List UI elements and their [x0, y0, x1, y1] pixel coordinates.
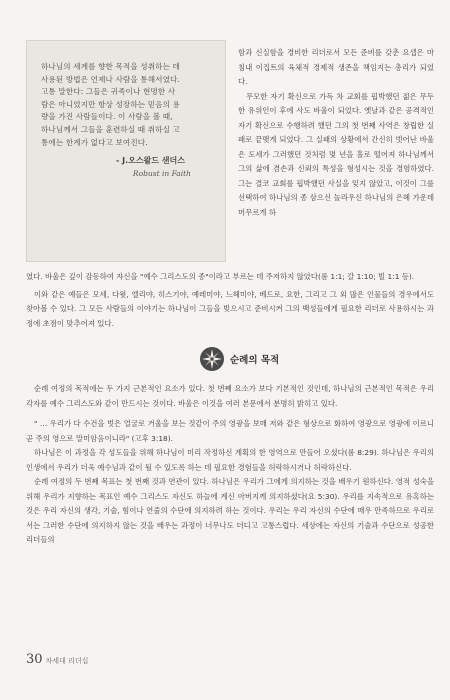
body-text-upper: [26, 270, 434, 331]
section-title: 순례의 목적: [230, 355, 280, 366]
running-title: 차세대 리더십: [45, 657, 89, 665]
quote-author: - J.오스왈드 샌더스: [115, 156, 185, 166]
quote-source: Robust in Faith: [132, 169, 191, 179]
quote-line: 량을 가진 사람들이다. 이 사람을 볼 때,: [41, 112, 173, 122]
quote-line: 하나님의 세계를 향한 목적을 성취하는 데: [41, 62, 180, 71]
page-footer: [26, 652, 88, 667]
paragraph: 하나님은 이 과정을 각 성도들을 위해 하나님이 미리 작정하신 계획의 한 영역으로 만들어 오셨다(롬 8:29). 하나님은 우리의 인생에서 우리가 더욱 예수님과 같이 될 수 있도록 하는 데 필요한 경험들을 허락하시거나 허락하신다.: [26, 448, 434, 472]
paragraph: 무모한 자기 확신으로 가득 차 교회를 핍박했던 젊은 무두한 유위인이 후에 사도 바울이 되었다. 옛날과 같은 공격적인 자기 확신으로 수행하려 했던 그의 첫 번째 사역은 창립한 실패로 끝맺게 되었다. 그 실패의 상황에서 간신히 벗어난 바울은 도세가 그러했던 것처럼 몇 년을 홀로 떨어져 하나님께서 그의 삶에 겸손과 신뢰의 특성을 형성시는 것을 경험하였다. 그는 결코 교회를 핍박했던 사실을 잊지 않았고, 이것이 그를 선택하여 하나님의 종 삼으신 놀라우신 하나님의 은혜 가운데 머무르게 하: [238, 91, 434, 217]
paragraph: 순례 여정의 목적에는 두 가지 근본적인 요소가 있다. 첫 번째 요소가 보다 기본적인 것인데, 하나님의 근본적인 목적은 우리 각자를 예수 그리스도와 같이 만드시는 것이다. 바울은 이것을 여러 본문에서 분명히 밝히고 있다.: [26, 384, 434, 408]
quote-line: 하나님께서 그들을 훈련하실 때 취하실 고: [41, 124, 180, 134]
quote-line: 고통 말한다: 그들은 귀족이나 현명한 사: [41, 87, 176, 97]
paragraph: 였다. 바울은 깊이 감동하여 자신을 "예수 그리스도의 종"이라고 부르는 데 주저하지 않았다(롬 1:1; 갈 1:10; 빌 1:1 등).: [26, 272, 415, 281]
quote-line: 람은 아니었지만 항상 성장하는 믿음의 용: [41, 99, 180, 109]
paragraph: 이와 같은 예들은 모세, 다윗, 엘리야, 히스기야, 예레미야, 느헤미야, 베드로, 요한, 그리고 그 외 많은 인물들의 경우에서도 찾아볼 수 있다. 그 모든 사람들의 이야기는 하나님이 그들을 빚으시고 준비시켜 그의 백성들에게 필요한 리더로 사용하시는 과정에 초점이 맞추어져 있다.: [26, 289, 434, 328]
paragraph: 함과 신실함을 경비한 리더로서 모든 준비를 갖춘 요셉은 마침내 이집트의 육체적 경제적 생존을 책임지는 총리가 되었다.: [238, 48, 434, 86]
body-text-lower: [26, 382, 434, 548]
quote-box: [26, 40, 226, 262]
section-heading: [200, 346, 279, 372]
paragraph: 순례 여정의 두 번째 목표는 첫 번째 것과 연관이 있다. 하나님은 우리가 그에게 의지하는 것을 배우기 원하신다. 영적 성숙을 위해 우리가 지향하는 목표인 예수 그리스도 자신도 하늘에 계신 아버지께 의지하셨다(요 5:30). 우리를 지속적으로 유혹하는 것은 우리 자신의 생각, 기술, 힘이나 연줄의 수단에 의지하려 하는 것이다. 우리는 우리 자신의 수단에 매우 만족하므로 우리로서는 그러한 수단에 의지하지 않는 것을 배우는 과정이 너무나도 더디고 고통스럽다. 세상에는 자신의 기술과 수단으로 성공한 리더들의: [26, 477, 434, 544]
right-column-text: [238, 46, 434, 220]
quote-line: 통에는 한계가 없다고 보여진다.: [41, 137, 148, 147]
quote-text: [41, 61, 215, 149]
compass-rose-icon: [200, 347, 224, 371]
page-number: 30: [26, 652, 43, 667]
scripture-quote: " … 우리가 다 수건을 벗은 얼굴로 거울을 보는 것같이 주의 영광을 보매 저와 같은 형상으로 화하여 영광으로 영광에 이르니 곧 주의 영으로 말미암음이니라" (고후 3:18).: [26, 419, 434, 443]
quote-line: 사용된 방법은 언제나 사람을 통해서였다.: [41, 74, 180, 84]
